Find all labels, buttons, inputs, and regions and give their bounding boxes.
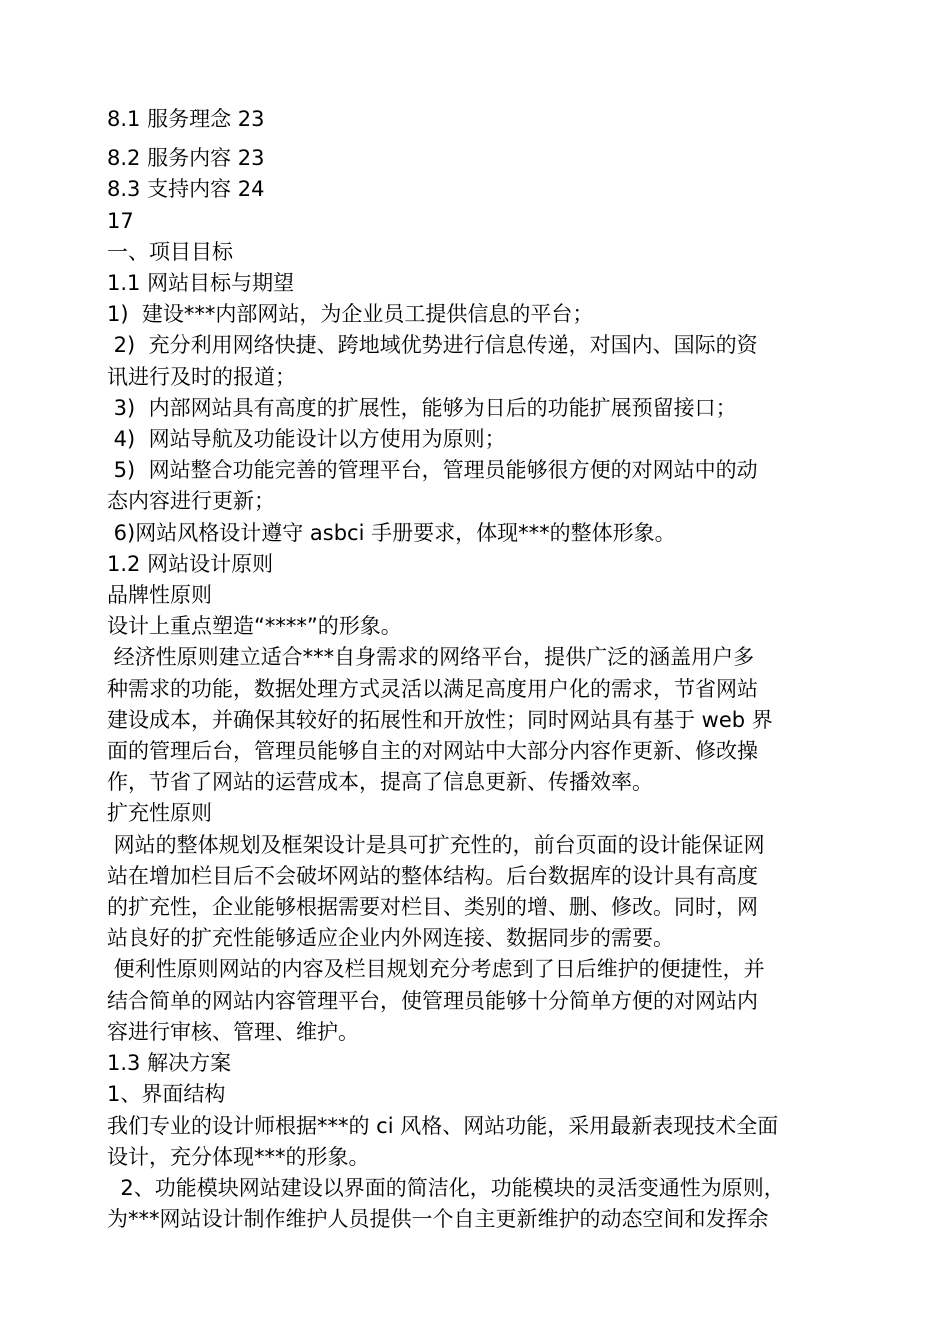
paragraph-line: 讯进行及时的报道； [107, 364, 296, 389]
paragraph-line: 我们专业的设计师根据***的 ci 风格、网站功能，采用最新表现技术全面 [107, 1113, 779, 1138]
principle-heading: 品牌性原则 [107, 583, 212, 608]
paragraph-line: 网站的整体规划及框架设计是具可扩充性的，前台页面的设计能保证网 [107, 832, 765, 857]
paragraph-line: 建设成本，并确保其较好的拓展性和开放性；同时网站具有基于 web 界 [107, 707, 773, 732]
paragraph-line: 经济性原则建立适合***自身需求的网络平台，提供广泛的涵盖用户多 [107, 645, 755, 670]
section-heading: 一、项目目标 [107, 239, 233, 264]
paragraph-line: 种需求的功能，数据处理方式灵活以满足高度用户化的需求，节省网站 [107, 676, 758, 701]
paragraph-line: 站良好的扩充性能够适应企业内外网连接、数据同步的需要。 [107, 926, 674, 951]
paragraph-line: 结合简单的网站内容管理平台，使管理员能够十分简单方便的对网站内 [107, 988, 758, 1013]
paragraph-line: 面的管理后台，管理员能够自主的对网站中大部分内容作更新、修改操 [107, 739, 758, 764]
paragraph-line: 作，节省了网站的运营成本，提高了信息更新、传播效率。 [107, 770, 653, 795]
subsection-heading: 1.1 网站目标与期望 [107, 271, 295, 296]
paragraph-line: 站在增加栏目后不会破坏网站的整体结构。后台数据库的设计具有高度 [107, 863, 758, 888]
paragraph-line: 便利性原则网站的内容及栏目规划充分考虑到了日后维护的便捷性，并 [107, 957, 765, 982]
paragraph-line: 设计上重点塑造“****”的形象。 [107, 614, 402, 639]
subsection-heading: 1.2 网站设计原则 [107, 551, 274, 576]
list-item: 1) 建设***内部网站，为企业员工提供信息的平台； [107, 302, 594, 327]
list-item: 3) 内部网站具有高度的扩展性，能够为日后的功能扩展预留接口； [107, 395, 737, 420]
document-page [107, 104, 852, 1235]
paragraph-line: 的扩充性，企业能够根据需要对栏目、类别的增、删、修改。同时，网 [107, 895, 758, 920]
toc-entry-8-2: 8.2 服务内容 23 [107, 146, 265, 171]
list-item: 5) 网站整合功能完善的管理平台，管理员能够很方便的对网站中的动 [107, 458, 758, 483]
paragraph-line: 设计，充分体现***的形象。 [107, 1144, 370, 1169]
subsection-heading: 1.3 解决方案 [107, 1051, 232, 1076]
spacer [107, 135, 852, 143]
paragraph-line: 态内容进行更新； [107, 489, 275, 514]
paragraph-line: 为***网站设计制作维护人员提供一个自主更新维护的动态空间和发挥余 [107, 1207, 769, 1232]
toc-entry-8-1: 8.1 服务理念 23 [107, 107, 265, 131]
list-item: 6)网站风格设计遵守 asbci 手册要求，体现***的整体形象。 [107, 520, 676, 545]
list-item: 2) 充分利用网络快捷、跨地域优势进行信息传递，对国内、国际的资 [107, 333, 758, 358]
paragraph-line: 容进行审核、管理、维护。 [107, 1019, 359, 1044]
page-number: 17 [107, 208, 134, 233]
principle-heading: 扩充性原则 [107, 801, 212, 826]
toc-entry-8-3: 8.3 支持内容 24 [107, 177, 265, 202]
list-item: 4) 网站导航及功能设计以方使用为原则； [107, 427, 506, 452]
paragraph-line: 2、功能模块网站建设以界面的简洁化，功能模块的灵活变通性为原则， [107, 1175, 785, 1200]
item-heading: 1、界面结构 [107, 1082, 226, 1107]
